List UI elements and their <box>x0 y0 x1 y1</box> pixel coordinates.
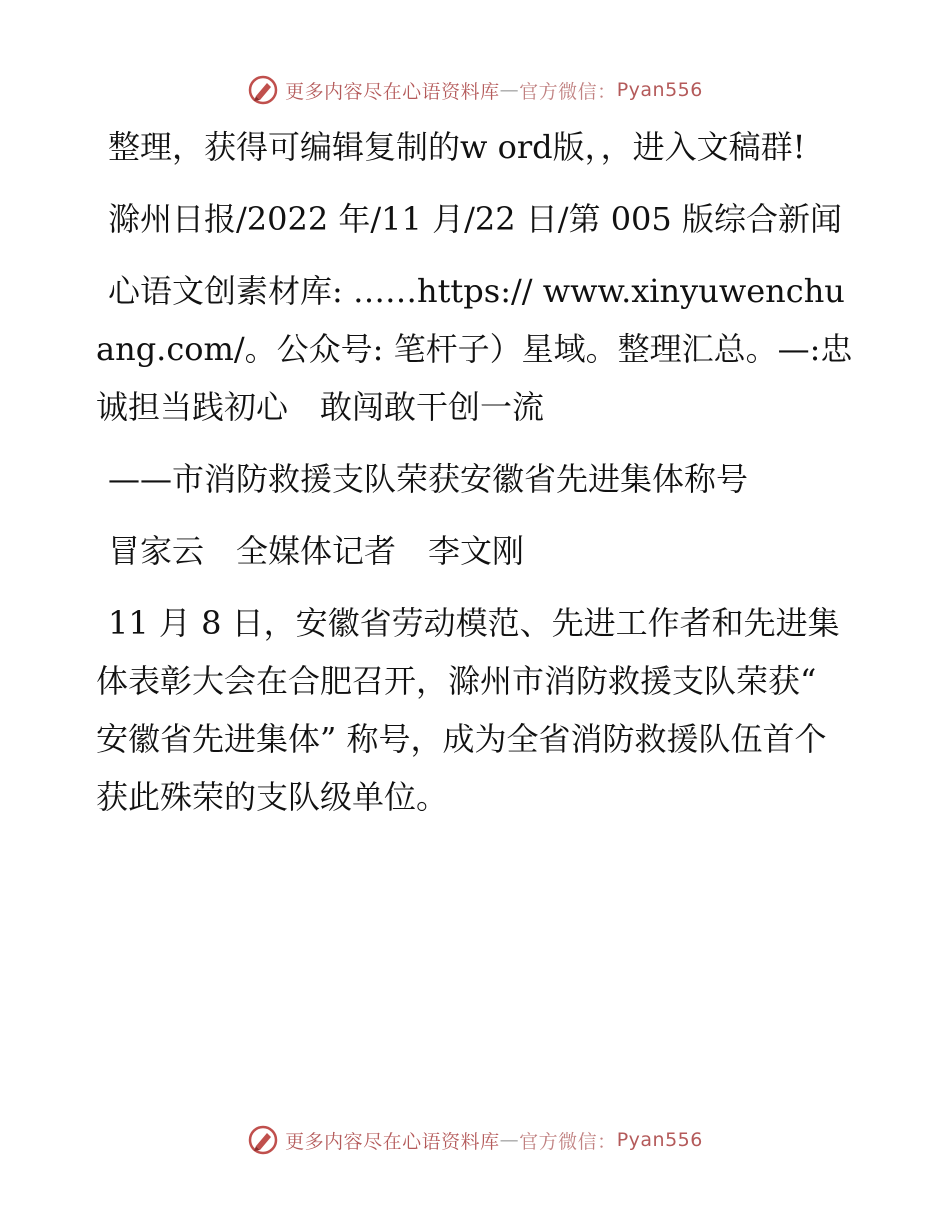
byline: 冒家云 全媒体记者 李文刚 <box>108 532 525 570</box>
pen-logo-icon <box>247 74 279 106</box>
footer-watermark <box>0 1120 950 1160</box>
subtitle: ——市消防救援支队荣获安徽省先进集体称号 <box>108 460 749 498</box>
document-body <box>96 118 856 840</box>
watermark-official-label: 官方微信： <box>519 80 617 103</box>
watermark-official-label: 官方微信： <box>519 1130 617 1153</box>
header-watermark <box>0 70 950 110</box>
watermark-wechat-id: Pyan556 <box>616 79 703 101</box>
watermark-dash: — <box>499 79 520 101</box>
watermark-main-text: 更多内容尽在心语资料库 <box>285 80 500 103</box>
intro-paragraph: 整理，获得可编辑复制的w ord版，，进入文稿群! <box>108 128 806 166</box>
watermark-wechat-id: Pyan556 <box>616 1129 703 1151</box>
watermark-main-text: 更多内容尽在心语资料库 <box>285 1130 500 1153</box>
source-line: 滁州日报/2022 年/11 月/22 日/第 005 版综合新闻 <box>108 200 842 238</box>
article-paragraph: 11 月 8 日，安徽省劳动模范、先进工作者和先进集体表彰大会在合肥召开，滁州市消防救援支队荣获“ 安徽省先进集体” 称号，成为全省消防救援队伍首个获此殊荣的支队级单位。 <box>96 604 840 816</box>
watermark-dash: — <box>499 1129 520 1151</box>
library-paragraph: 心语文创素材库: ……https:// www.xinyuwenchuang.com/。公众号: 笔杆子）星域。整理汇总。—:忠诚担当践初心 敢闯敢干创一流 <box>96 272 853 426</box>
pen-logo-icon <box>247 1124 279 1156</box>
